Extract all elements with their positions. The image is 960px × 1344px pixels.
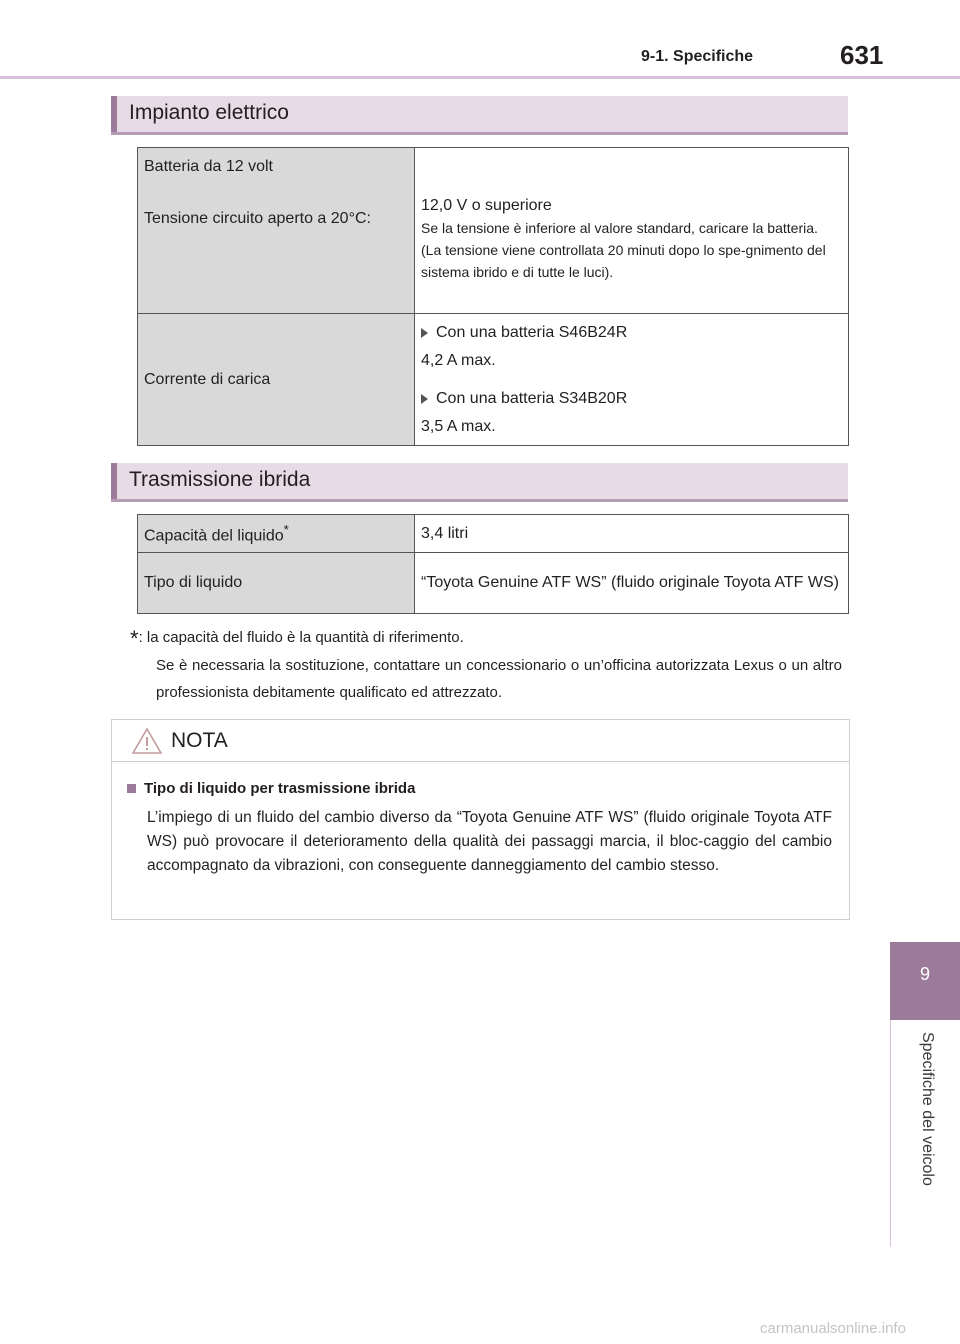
footnote-marker: *: [283, 522, 289, 538]
table-value-cell: [415, 148, 849, 314]
watermark: carmanualsonline.info: [760, 1320, 906, 1337]
fluid-capacity-value: 3,4 litri: [421, 524, 469, 542]
header-divider: [0, 76, 960, 79]
table-label-cell: [138, 148, 415, 314]
nota-subtitle-row: [127, 780, 415, 797]
nota-body: L’impiego di un fluido del cambio diverso da “Toyota Genuine ATF WS” (fluido originale Toyota ATF WS) può provocare il deterioramento della qualità dei passaggi marcia, il bloc-caggio del cambio accompagnato da vibrazioni, con conseguente danneggiamento del cambio stesso.: [147, 809, 832, 874]
table-row: [138, 314, 849, 446]
table-label-cell: [138, 553, 415, 614]
electrical-section-title: Impianto elettrico: [129, 101, 289, 124]
battery-option-heading: Con una batteria S34B20R: [436, 390, 628, 407]
footnote-line-1: : la capacità del fluido è la quantità di riferimento.: [138, 629, 464, 646]
table-value-cell: [415, 314, 849, 446]
fluid-type-value: “Toyota Genuine ATF WS” (fluido originale Toyota ATF WS): [421, 574, 839, 591]
battery-option-value: 4,2 A max.: [421, 352, 496, 369]
voltage-value: 12,0 V o superiore: [421, 197, 552, 214]
triangle-bullet-icon: [421, 328, 428, 338]
table-row: [138, 553, 849, 614]
footnote-line-2: Se è necessaria la sostituzione, contattare un concessionario o un’officina autorizzata Lexus o un altro professionista debitamente qualificato ed attrezzato.: [156, 657, 842, 701]
voltage-note: Se la tensione è inferiore al valore standard, caricare la batteria.: [421, 220, 818, 236]
triangle-bullet-icon: [421, 394, 428, 404]
battery-option-heading: Con una batteria S46B24R: [436, 324, 628, 341]
battery-label: Batteria da 12 volt: [144, 158, 273, 175]
page-number: 631: [840, 40, 884, 70]
voltage-check-note: (La tensione viene controllata 20 minuti dopo lo spe-gnimento del sistema ibrido e di tutte le luci).: [421, 242, 826, 280]
electrical-spec-table: [137, 147, 849, 446]
section-accent: [111, 463, 117, 499]
transmission-spec-table: [137, 514, 849, 614]
fluid-capacity-label: Capacità del liquido: [144, 527, 284, 545]
table-label-cell: [138, 314, 415, 446]
battery-option-value: 3,5 A max.: [421, 418, 496, 435]
table-label-cell: [138, 515, 415, 553]
footnote: [130, 624, 842, 706]
list-item: [421, 322, 842, 350]
table-row: [138, 148, 849, 314]
open-circuit-label: Tensione circuito aperto a 20°C:: [144, 210, 371, 227]
transmission-section-title: Trasmissione ibrida: [129, 468, 311, 491]
chapter-number: 9: [919, 964, 930, 984]
list-item: [421, 388, 842, 416]
transmission-section-header: [111, 463, 848, 502]
nota-title: NOTA: [171, 729, 228, 752]
warning-triangle-icon: [132, 728, 162, 754]
section-accent: [111, 96, 117, 132]
chapter-label: Specifiche del veicolo: [919, 1032, 936, 1186]
table-value-cell: [415, 515, 849, 553]
nota-header: [112, 720, 849, 762]
fluid-type-label: Tipo di liquido: [144, 574, 243, 591]
charge-current-label: Corrente di carica: [144, 370, 271, 388]
table-row: [138, 515, 849, 553]
square-bullet-icon: [127, 784, 136, 793]
nota-box: [111, 719, 850, 920]
footnote-star: *: [130, 626, 139, 651]
section-title: 9-1. Specifiche: [641, 48, 754, 65]
chapter-tab: [890, 942, 960, 1020]
nota-subtitle: Tipo di liquido per trasmissione ibrida: [144, 780, 416, 797]
electrical-section-header: [111, 96, 848, 135]
table-value-cell: [415, 553, 849, 614]
